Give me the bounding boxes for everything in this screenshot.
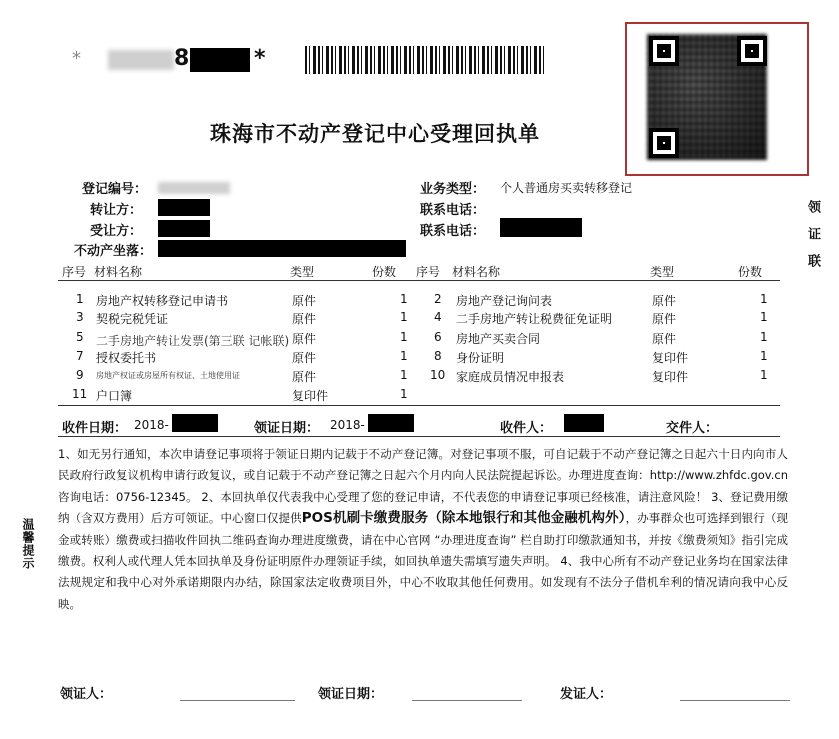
table-bottom-rule <box>58 405 780 406</box>
row-name: 房地产买卖合同 <box>456 332 541 346</box>
receive-date-value: 2018- <box>134 418 169 432</box>
row-name: 二手房地产转让发票(第三联 记帐联) <box>96 334 290 348</box>
row-name: 二手房地产转让税费征免证明 <box>456 312 613 326</box>
collect-date-label: 领证日期： <box>318 687 384 702</box>
serial-blurred <box>108 50 174 70</box>
notice-part1: 1、如无另行通知，本次申请登记事项将于领证日期内记载于不动产登记簿。对登记事项不服，可自记载于不动产登记簿之日起六十日内向市人民政府行政复议机构申请行政复议，或自记载于不动产登记簿之日起六个月内向人民法院提起诉讼。办理进度查询：http://www.zhfdc.gov.cn 咨询电话：0756-12345。 2、本回执单仅代表我中心受理了您的登记申请，不代表您的申请登记事项已经核准，请注意风险！ 3、登记费用缴纳（含双方费用）后方可领证。中心窗口仅提供 <box>58 447 788 526</box>
qr-finder-icon <box>649 36 679 66</box>
row-count: 1 <box>400 292 408 306</box>
phone1-label: 联系电话： <box>420 203 486 218</box>
row-count: 1 <box>760 368 768 382</box>
row-name: 户口簿 <box>96 389 133 403</box>
row-count: 1 <box>760 292 768 306</box>
qr-frame <box>625 22 809 176</box>
row-no: 10 <box>430 368 446 382</box>
qr-finder-icon <box>737 36 767 66</box>
row-name: 家庭成员情况申报表 <box>456 370 565 384</box>
col-no-header: 序号 <box>62 265 87 279</box>
receive-date-label: 收件日期： <box>62 421 128 436</box>
qr-finder-icon <box>649 128 679 158</box>
row-no: 11 <box>72 387 88 401</box>
collector-label: 领证人： <box>60 687 113 702</box>
row-no: 1 <box>76 292 84 306</box>
row-count: 1 <box>400 387 408 401</box>
reg-no-label: 登记编号： <box>82 182 148 197</box>
transferor-label: 转让方： <box>90 203 143 218</box>
row-no: 3 <box>76 310 84 324</box>
phone2-redaction <box>500 218 582 237</box>
serial-prefix: * <box>72 48 81 69</box>
row-type: 原件 <box>292 312 317 326</box>
row-count: 1 <box>760 310 768 324</box>
receive-date-redaction <box>172 414 218 432</box>
receiver-label: 收件人： <box>500 421 553 436</box>
col-type-header: 类型 <box>650 265 675 279</box>
transferor-redaction <box>158 199 210 216</box>
row-count: 1 <box>400 368 408 382</box>
transferee-redaction <box>158 220 210 237</box>
col-no-header: 序号 <box>416 265 441 279</box>
row-no: 9 <box>76 368 84 382</box>
notice-highlight: POS机刷卡缴费服务（除本地银行和其他金融机构外） <box>301 510 626 527</box>
row-count: 1 <box>400 330 408 344</box>
biz-type-value: 个人普通房买卖转移登记 <box>500 181 633 195</box>
row-type: 复印件 <box>652 351 689 365</box>
serial-suffix: * <box>254 46 266 71</box>
notice-text <box>58 444 788 615</box>
biz-type-label: 业务类型： <box>420 182 486 197</box>
phone2-label: 联系电话： <box>420 224 486 239</box>
row-count: 1 <box>400 349 408 363</box>
row-type: 原件 <box>292 370 317 384</box>
side-notice-label: 温馨提示 <box>21 518 35 570</box>
row-type: 原件 <box>652 332 677 346</box>
side-stub-label: 领证联 <box>805 200 820 281</box>
row-no: 2 <box>434 292 442 306</box>
row-type: 复印件 <box>652 370 689 384</box>
col-type-header: 类型 <box>290 265 315 279</box>
row-no: 4 <box>434 310 442 324</box>
handler-label: 交件人： <box>666 421 719 436</box>
row-name: 授权委托书 <box>96 351 157 365</box>
col-count-header: 份数 <box>738 265 763 279</box>
row-type: 复印件 <box>292 389 329 403</box>
pickup-date-redaction <box>368 414 414 432</box>
row-no: 5 <box>76 330 84 344</box>
row-type: 原件 <box>292 294 317 308</box>
row-no: 6 <box>434 330 442 344</box>
pickup-date-value: 2018- <box>330 418 365 432</box>
col-count-header: 份数 <box>372 265 397 279</box>
row-count: 1 <box>760 349 768 363</box>
col-name-header: 材料名称 <box>94 265 143 279</box>
issuer-label: 发证人： <box>560 687 613 702</box>
row-type: 原件 <box>652 312 677 326</box>
table-top-rule <box>58 280 780 281</box>
barcode <box>305 46 545 74</box>
collector-line[interactable] <box>180 700 295 701</box>
row-name: 房地产登记询问表 <box>456 294 553 308</box>
notice-part2: ，办事群众也可选择到银行（现金或转账）缴费或扫描收件回执二维码查询办理进度缴费，请在中心官网 “办理进度查询” 栏自助打印缴款通知书，并按《缴费须知》指引完成缴费。权利人或代理人凭本回执单及身份证明原件办理领证手续，如回执单遗失需填写遗失声明。 4、我中心所有不动产登记业务均在国家法律法规规定和我中心对外承诺期限内办结，除国家法定收费项目外，中心不收取其他任何费用。如发现有不法分子借机牟利的情况请向我中心反映。 <box>58 511 788 611</box>
row-type: 原件 <box>292 351 317 365</box>
serial-visible-digit: 8 <box>174 46 190 71</box>
collect-date-line[interactable] <box>412 700 522 701</box>
issuer-line[interactable] <box>680 700 790 701</box>
row-count: 1 <box>760 330 768 344</box>
page-title: 珠海市不动产登记中心受理回执单 <box>210 122 540 146</box>
serial-redaction <box>190 48 250 72</box>
row-no: 7 <box>76 349 84 363</box>
serial-number <box>72 46 282 74</box>
reg-no-value <box>158 182 230 194</box>
dates-rule <box>58 436 780 437</box>
receiver-redaction <box>564 414 604 432</box>
row-name: 房地产权证或房屋所有权证、土地使用证 <box>96 371 240 380</box>
row-count: 1 <box>400 310 408 324</box>
row-no: 8 <box>434 349 442 363</box>
row-type: 原件 <box>652 294 677 308</box>
property-redaction <box>158 240 406 257</box>
row-name: 身份证明 <box>456 351 505 365</box>
col-name-header: 材料名称 <box>452 265 501 279</box>
row-name: 房地产权转移登记申请书 <box>96 294 229 308</box>
property-label: 不动产坐落： <box>74 244 153 259</box>
row-type: 原件 <box>292 332 317 346</box>
pickup-date-label: 领证日期： <box>254 421 320 436</box>
transferee-label: 受让方： <box>90 224 143 239</box>
row-name: 契税完税凭证 <box>96 312 169 326</box>
